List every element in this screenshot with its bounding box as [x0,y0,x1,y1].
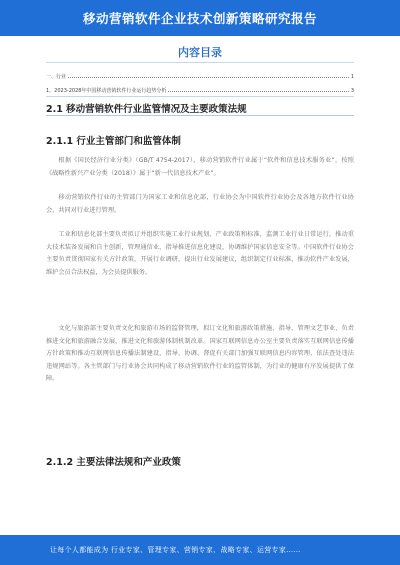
toc-divider [46,62,354,63]
toc-entry-page: 1 [350,74,354,80]
toc-title: 内容目录 [178,46,222,59]
toc-entry-label: 一、行业 [46,74,67,80]
subsection-heading: 2.1.2 主要法律法规和产业政策 [46,457,181,468]
toc-entry-label: 1、2023-2028年中国移动营销软件行业运行趋势分析 [46,88,167,94]
report-title: 移动营销软件企业技术创新策略研究报告 [82,11,317,26]
report-header-bar [0,0,400,36]
toc-entry[interactable] [46,84,354,94]
section-heading: 2.1 移动营销软件行业监管情况及主要政策法规 [46,104,247,115]
subsection-heading: 2.1.1 行业主管部门和监管体制 [46,136,181,147]
toc-entry-page: 3 [350,88,354,94]
section-divider [46,115,354,116]
toc-bottom-divider [46,96,354,97]
toc-leader-dots [168,91,348,92]
toc-leader-dots [68,77,349,78]
body-paragraph: 根据《国民经济行业分类》（GB/T 4754-2017），移动营销软件行业属于“软件和信息技术服务业”，按照《战略性新兴产业分类（2018）》属于“新一代信息技术产业”。 [46,157,354,177]
body-paragraph: 文化与旅游部主要负责文化和旅游市场的监督管理，拟订文化和旅游政策措施，指导、管理文艺事业，负责推进文化和旅游融合发展，推进文化和旅游体制机制改革。国家互联网信息办公室主要负责落实互联网信息传播方针政策和推动互联网信息传播法制建设，指导、协调、督促有关部门加强互联网信息内容管理，依法查处违法违规网站等。各主管部门与行业协会共同构成了移动营销软件行业的监管体制，为行业的健康有序发展提供了保障。 [46,325,354,383]
body-paragraph: 工业和信息化部主要负责拟订并组织实施工业行业规划、产业政策和标准，监测工业行业日常运行，推动重大技术装备发展和自主创新，管理通信业，指导推进信息化建设，协调维护国家信息安全等。中国软件行业协会主要负责贯彻国家有关方针政策，开展行业调研，提出行业发展建议，组织制定行业标准，推动软件产业发展，维护会员合法权益，为会员提供服务。 [46,231,354,276]
toc-entry[interactable] [46,70,354,80]
footer-slogan: 让每个人都能成为 行业专家、管理专家、营销专家、战略专家、运营专家…… [50,546,301,554]
body-paragraph: 移动营销软件行业的主管部门为国家工业和信息化部，行业协会为中国软件行业协会及各地方软件行业协会，共同对行业进行管理。 [46,194,354,214]
report-footer-bar [0,535,400,565]
